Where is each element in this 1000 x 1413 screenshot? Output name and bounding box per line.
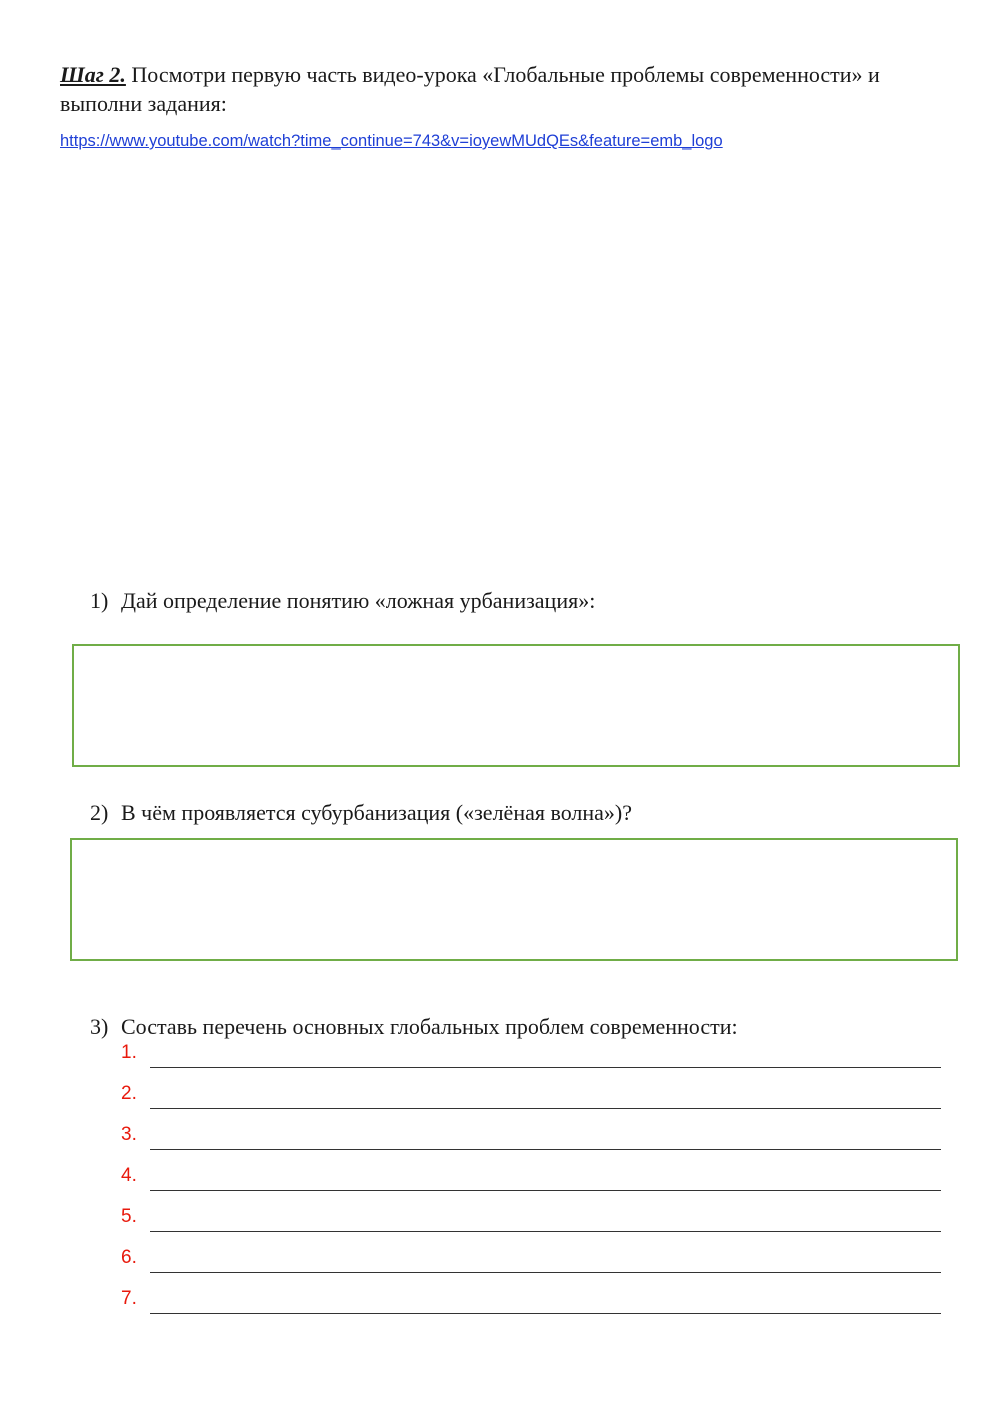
answer-line[interactable] bbox=[150, 1108, 941, 1109]
problem-list-item bbox=[121, 1162, 941, 1203]
question-1-text: Дай определение понятию «ложная урбанизация»: bbox=[121, 588, 596, 613]
problem-list-item bbox=[121, 1121, 941, 1162]
problem-number: 4. bbox=[121, 1165, 137, 1186]
problem-list-item bbox=[121, 1039, 941, 1080]
answer-box-1[interactable] bbox=[72, 644, 960, 767]
problem-list bbox=[121, 1039, 941, 1326]
answer-line[interactable] bbox=[150, 1149, 941, 1150]
answer-line[interactable] bbox=[150, 1190, 941, 1191]
step-heading bbox=[60, 60, 950, 118]
problem-number: 6. bbox=[121, 1247, 137, 1268]
answer-line[interactable] bbox=[150, 1231, 941, 1232]
problem-number: 7. bbox=[121, 1288, 137, 1309]
problem-list-item bbox=[121, 1244, 941, 1285]
answer-line[interactable] bbox=[150, 1313, 941, 1314]
question-3-number: 3) bbox=[90, 1014, 109, 1039]
question-3-text: Составь перечень основных глобальных проблем современности: bbox=[121, 1014, 738, 1039]
problem-number: 3. bbox=[121, 1124, 137, 1145]
question-2-text: В чём проявляется субурбанизация («зелёная волна»)? bbox=[121, 800, 633, 825]
answer-box-2[interactable] bbox=[70, 838, 958, 961]
problem-number: 1. bbox=[121, 1042, 137, 1063]
problem-number: 2. bbox=[121, 1083, 137, 1104]
question-2 bbox=[90, 799, 632, 827]
problem-list-item bbox=[121, 1285, 941, 1326]
question-1-number: 1) bbox=[90, 588, 109, 613]
question-2-number: 2) bbox=[90, 800, 109, 825]
problem-list-item bbox=[121, 1080, 941, 1121]
step-instruction: Посмотри первую часть видео-урока «Глобальные проблемы современности» и выполни задания: bbox=[60, 62, 880, 116]
question-3 bbox=[90, 1013, 738, 1041]
problem-list-item bbox=[121, 1203, 941, 1244]
step-label: Шаг 2. bbox=[60, 62, 126, 87]
video-link[interactable]: https://www.youtube.com/watch?time_continue=743&v=ioyewMUdQEs&feature=emb_logo bbox=[60, 132, 723, 150]
answer-line[interactable] bbox=[150, 1067, 941, 1068]
question-1 bbox=[90, 587, 595, 615]
answer-line[interactable] bbox=[150, 1272, 941, 1273]
problem-number: 5. bbox=[121, 1206, 137, 1227]
